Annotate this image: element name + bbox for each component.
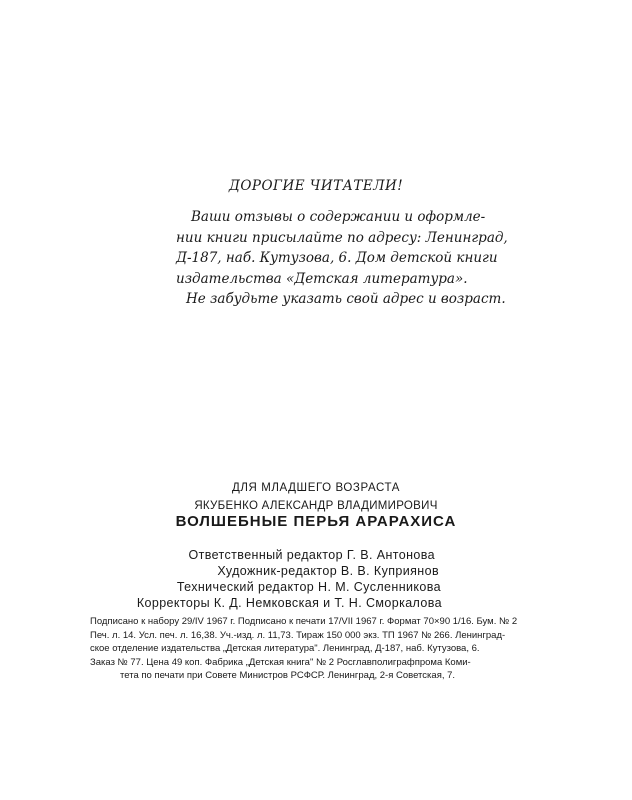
imprint-line: Подписано к набору 29/IV 1967 г. Подписано к печати 17/VII 1967 г. Формат 70×90 1/16. Бум. № 2 [90,616,518,627]
imprint-line: Заказ № 77. Цена 49 коп. Фабрика „Детская книга" № 2 Росглавполиграфпрома Коми- [90,656,471,668]
book-title: ВОЛШЕБНЫЕ ПЕРЬЯ АРАРАХИСА [175,513,457,530]
notice-line: Ваши отзывы о содержании и оформле- [191,209,486,225]
credit-line: Технический редактор Н. М. Сусленникова [176,580,441,594]
notice-line: Д-187, наб. Кутузова, 6. Дом детской книги [176,250,498,266]
imprint-line: тета по печати при Совете Министров РСФСР. Ленинград, 2-я Советская, 7. [120,670,456,681]
readers-heading: ДОРОГИЕ ЧИТАТЕЛИ! [228,178,404,194]
credit-line: Художник-редактор В. В. Куприянов [217,564,439,578]
imprint-line: ское отделение издательства „Детская литература". Ленинград, Д-187, наб. Кутузова, 6. [90,643,480,654]
age-group-label: ДЛЯ МЛАДШЕГО ВОЗРАСТА [231,482,401,494]
notice-line: нии книги присылайте по адресу: Ленинград, [176,229,508,246]
notice-line: Не забудьте указать свой адрес и возраст. [186,291,506,307]
imprint-block [90,615,520,683]
notice-line: издательства «Детская литература». [176,270,468,287]
credit-line: Корректоры К. Д. Немковская и Т. Н. Сморкалова [136,596,442,610]
imprint-line: Печ. л. 14. Усл. печ. л. 16,38. Уч.-изд. л. 11,73. Тираж 150 000 экз. ТП 1967 № 266. Ленинград- [90,629,506,641]
credit-line: Ответственный редактор Г. В. Антонова [188,548,435,562]
readers-notice [176,207,508,310]
author-name: ЯКУБЕНКО АЛЕКСАНДР ВЛАДИМИРОВИЧ [194,500,438,512]
